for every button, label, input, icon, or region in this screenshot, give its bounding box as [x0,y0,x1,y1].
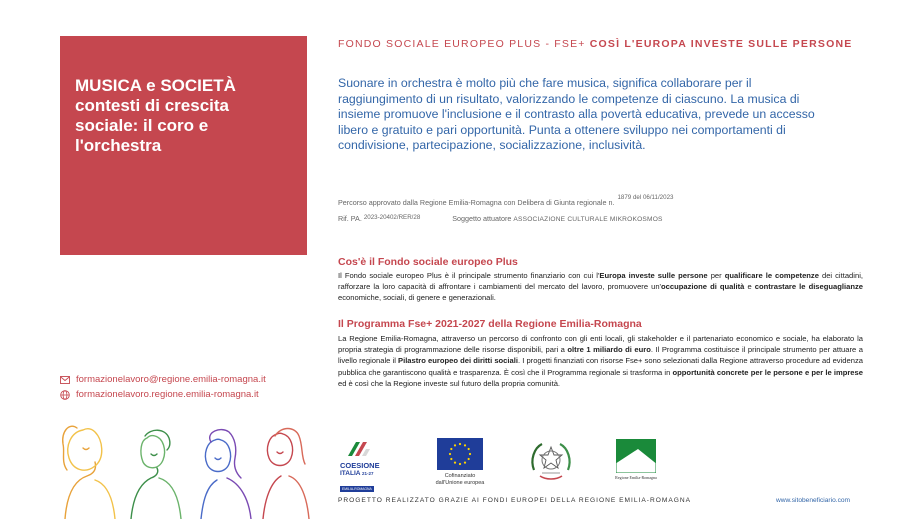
course-title-line: contesti di crescita [75,96,230,115]
approval-text: Percorso approvato dalla Regione Emilia-Romagna con Delibera di Giunta regionale n. [338,198,615,207]
eu-caption-line2: dall'Unione europea [435,479,485,486]
eu-star-icon [468,458,470,460]
eu-star-icon [464,462,466,464]
approval-line [338,194,674,207]
email-contact[interactable] [60,374,266,385]
eu-star-icon [450,448,452,450]
eu-flag-icon [437,438,483,470]
coesione-mark-icon [346,438,372,458]
fse-header-emphasis: COSÌ L'EUROPA INVESTE SULLE PERSONE [589,38,853,50]
region-caption: Regione Emilia-Romagna [615,475,657,480]
soggetto-label: Soggetto attuatore [452,214,512,223]
footer-project-note: PROGETTO REALIZZATO GRAZIE AI FONDI EUROPEI DELLA REGIONE EMILIA-ROMAGNA [338,497,692,504]
eu-star-icon [469,453,471,455]
eu-star-icon [459,463,461,465]
website-contact[interactable] [60,389,259,400]
eu-star-icon [449,453,451,455]
eu-caption-line1: Cofinanziato [444,473,476,479]
website-link[interactable]: formazionelavoro.regione.emilia-romagna.it [76,389,259,400]
coesione-italia-text: ITALIA [340,470,361,477]
course-title-line: l'orchestra [75,136,162,155]
soggetto-value: ASSOCIAZIONE CULTURALE MIKROKOSMOS [513,216,663,223]
delibera-number: 1879 del 06/11/2023 [617,194,674,201]
emilia-romagna-logo [614,439,658,482]
eu-star-icon [454,444,456,446]
section-title-fse: Cos'è il Fondo sociale europeo Plus [338,256,518,268]
coesione-region-badge: EMILIA-ROMAGNA [342,487,372,491]
envelope-icon [60,375,70,385]
rif-label: Rif. PA. [338,214,362,223]
rif-line [338,214,663,223]
eu-star-icon [468,448,470,450]
eu-caption [428,473,492,486]
eu-star-icon [450,458,452,460]
fse-header-prefix: FONDO SOCIALE EUROPEO PLUS - FSE+ [338,38,586,50]
course-title-line: sociale: il coro e [75,116,209,135]
course-title-line: MUSICA e SOCIETÀ [75,76,236,95]
coesione-text: COESIONE [340,461,380,470]
coesione-years: 21-27 [362,471,374,476]
republic-emblem-icon [528,440,574,484]
footer-website-link[interactable]: www.sitobeneficiario.com [776,497,851,504]
coesione-italia-line [340,470,382,477]
eu-logo [428,438,492,486]
section-body-programma: La Regione Emilia-Romagna, attraverso un percorso di confronto con gli enti locali, gli stakeholder e il partenariato economico e sociale, ha elaborato la propria strategia di programmazione delle risorse disponibili, pari a oltre 1 miliardo di euro. Il Programma costituisce il principale strumento per attuare a livello regionale il Pilastro europeo dei diritti sociali. I progetti finanziati con risorse Fse+ sono selezionati dalla Regione attraverso procedure ad evidenza pubblica che garantiscono qualità e trasparenza. È così che il Programma regionale si trasforma in opportunità concrete per le persone e per le imprese ed è così che la Regione investe sul futuro della propria comunità. [338,334,863,388]
eu-star-icon [459,443,461,445]
section-title-programma: Il Programma Fse+ 2021-2027 della Regione Emilia-Romagna [338,318,642,330]
email-link[interactable]: formazionelavoro@regione.emilia-romagna.it [76,374,266,385]
eu-star-icon [454,462,456,464]
region-flag-icon [616,439,656,473]
people-illustration [55,418,315,519]
rif-value: 2023-20402/RER/28 [363,214,421,221]
intro-paragraph: Suonare in orchestra è molto più che fare musica, significa collaborare per il raggiungimento di un risultato, valorizzando le competenze di ciascuno. La musica di insieme promuove l'inclusione e il contrasto alla povertà educativa, prevede un accesso libero e gratuito e pari opportunità. Punta a ottenere sviluppo nei comportamenti di condivisione, partecipazione, socializzazione, inclusività. [338,76,815,152]
section-body-fse: Il Fondo sociale europeo Plus è il principale strumento finanziario con cui l'Europa investe sulle persone per qualificare le competenze dei cittadini, rafforzare la loro capacità di affrontare i cambiamenti del mercato del lavoro, promuovere un'occupazione di qualità e contrastare le diseguaglianze economiche, sociali, di genere e generazionali. [338,271,863,303]
title-panel [60,36,307,255]
italian-republic-emblem [528,440,574,489]
course-title [75,76,295,156]
coesione-italia-logo [340,438,382,495]
globe-icon [60,390,70,400]
fse-header [338,38,852,50]
eu-star-icon [464,444,466,446]
